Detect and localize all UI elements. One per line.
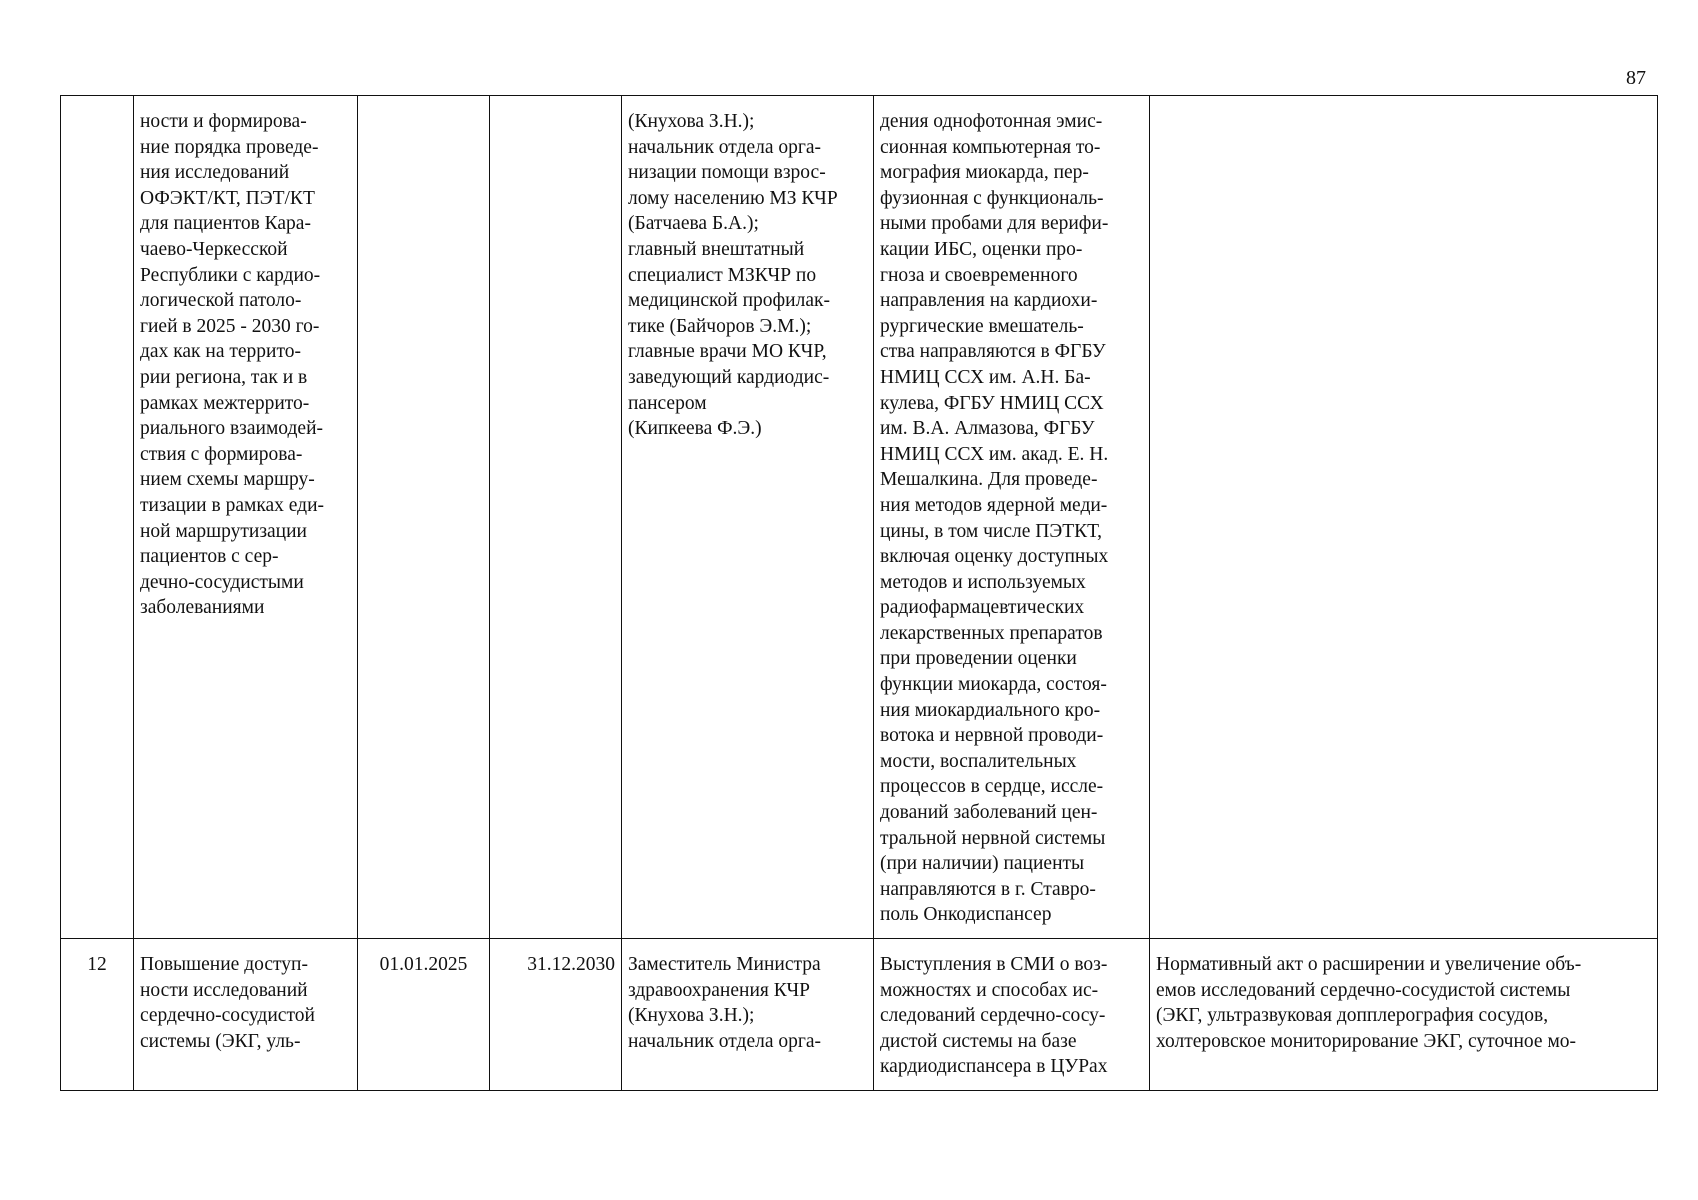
cell-text-line: дистой системы на базе (880, 1030, 1077, 1052)
cell-text-line: цины, в том числе ПЭТКТ, (880, 520, 1102, 542)
cell-text-line: методов и используемых (880, 571, 1086, 593)
cell-text-line: мости, воспалительных (880, 750, 1077, 772)
cell-text-line: Повышение доступ- (140, 954, 308, 975)
cell-text-line: лекарственных препаратов (880, 622, 1103, 644)
cell-text-line: специалист МЗКЧР по (628, 264, 817, 286)
cell-text-line: ния миокардиального кро- (880, 699, 1101, 721)
cell-text-line: Мешалкина. Для проведе- (880, 469, 1098, 491)
measure-name-cell (134, 96, 358, 939)
cell-text-line: кардиодиспансера в ЦУРах (880, 1056, 1108, 1078)
cell-text-line: рургические вмешатель- (880, 315, 1084, 337)
start-date-cell (358, 96, 490, 939)
cell-text-line: логической патоло- (140, 290, 302, 312)
cell-text-line: здравоохранения КЧР (628, 979, 810, 1001)
cell-text-line: (Кнухова З.Н.); (628, 111, 755, 132)
responsible-cell (622, 96, 874, 939)
responsible-cell (622, 939, 874, 1091)
cell-text-line: пациентов с сер- (140, 546, 279, 568)
result-cell (1150, 939, 1658, 1091)
cell-text-line: следований сердечно-сосу- (880, 1005, 1106, 1027)
measures-table (60, 95, 1658, 1091)
result-cell (1150, 96, 1658, 939)
cell-text-line: рии региона, так и в (140, 366, 308, 388)
cell-text-line: (Кнухова З.Н.); (628, 1005, 755, 1027)
cell-text-line: дований заболеваний цен- (880, 802, 1098, 824)
cell-text-line: сионная компьютерная то- (880, 136, 1101, 158)
cell-text-line: гией в 2025 - 2030 го- (140, 315, 320, 337)
cell-text-line: ОФЭКТ/КТ, ПЭТ/КТ (140, 187, 315, 209)
cell-text-line: НМИЦ ССХ им. А.Н. Ба- (880, 366, 1091, 388)
start-date-cell: 01.01.2025 (358, 939, 490, 1091)
cell-text-line: рамках межтеррито- (140, 392, 310, 414)
cell-text-line: (ЭКГ, ультразвуковая допплерография сосудов, (1156, 1005, 1549, 1027)
cell-text-line: начальник отдела орга- (628, 136, 822, 158)
cell-text-line: функции миокарда, состоя- (880, 674, 1107, 696)
cell-text-line: сердечно-сосудистой (140, 1005, 315, 1027)
cell-text-line: ния методов ядерной меди- (880, 494, 1108, 516)
cell-text-line: (Батчаева Б.А.); (628, 213, 759, 235)
characteristic-cell (874, 96, 1150, 939)
cell-text-line: (Кипкеева Ф.Э.) (628, 418, 762, 440)
cell-text-line: Выступления в СМИ о воз- (880, 954, 1108, 975)
cell-text-line: кулева, ФГБУ НМИЦ ССХ (880, 392, 1104, 414)
table-row (61, 96, 1658, 939)
cell-text-line: вотока и нервной проводи- (880, 725, 1104, 747)
cell-text-line: начальник отдела орга- (628, 1030, 822, 1052)
cell-text-line: направления на кардиохи- (880, 290, 1098, 312)
cell-text-line: для пациентов Кара- (140, 213, 311, 235)
cell-text-line: ние порядка проведе- (140, 136, 319, 158)
cell-text-line: холтеровское мониторирование ЭКГ, суточное мо- (1156, 1030, 1577, 1052)
cell-text-line: радиофармацевтических (880, 597, 1085, 619)
cell-text-line: ства направляются в ФГБУ (880, 341, 1106, 363)
cell-text-line: дах как на террито- (140, 341, 301, 363)
cell-text-line: при проведении оценки (880, 648, 1077, 670)
cell-text-line: дечно-сосудистыми (140, 571, 304, 593)
cell-text-line: ния исследований (140, 162, 290, 184)
cell-text-line: фузионная с функциональ- (880, 187, 1104, 209)
characteristic-cell (874, 939, 1150, 1091)
cell-text-line: Республики с кардио- (140, 264, 321, 286)
page-number: 87 (1626, 67, 1646, 89)
cell-text-line: низации помощи взрос- (628, 162, 826, 184)
cell-text-line: (при наличии) пациенты (880, 853, 1085, 875)
cell-text-line: включая оценку доступных (880, 546, 1109, 568)
cell-text-line: гноза и своевременного (880, 264, 1078, 286)
measure-name-cell (134, 939, 358, 1091)
row-number-cell (61, 96, 134, 939)
cell-text-line: нием схемы маршру- (140, 469, 315, 491)
cell-text-line: чаево-Черкесской (140, 238, 288, 260)
cell-text-line: тизации в рамках еди- (140, 494, 325, 516)
cell-text-line: ности исследований (140, 979, 308, 1001)
row-number-cell: 12 (61, 939, 134, 1091)
cell-text-line: тральной нервной системы (880, 827, 1106, 849)
cell-text-line: НМИЦ ССХ им. акад. Е. Н. (880, 443, 1109, 465)
cell-text-line: можностях и способах ис- (880, 979, 1099, 1001)
cell-text-line: тике (Байчоров Э.М.); (628, 315, 812, 337)
end-date-cell: 31.12.2030 (490, 939, 622, 1091)
cell-text-line: заболеваниями (140, 597, 265, 619)
cell-text-line: пансером (628, 392, 707, 414)
cell-text-line: ности и формирова- (140, 111, 307, 132)
cell-text-line: заведующий кардиодис- (628, 366, 830, 388)
cell-text-line: Заместитель Министра (628, 954, 821, 975)
cell-text-line: емов исследований сердечно-сосудистой системы (1156, 979, 1571, 1001)
end-date-cell (490, 96, 622, 939)
cell-text-line: мография миокарда, пер- (880, 162, 1089, 184)
table-row (61, 939, 1658, 1091)
cell-text-line: главный внештатный (628, 238, 805, 260)
cell-text-line: кации ИБС, оценки про- (880, 238, 1083, 260)
cell-text-line: ствия с формирова- (140, 443, 303, 465)
cell-text-line: главные врачи МО КЧР, (628, 341, 827, 363)
cell-text-line: Нормативный акт о расширении и увеличение объ- (1156, 954, 1582, 975)
cell-text-line: ными пробами для верифи- (880, 213, 1109, 235)
cell-text-line: направляются в г. Ставро- (880, 878, 1096, 900)
cell-text-line: системы (ЭКГ, уль- (140, 1030, 301, 1052)
cell-text-line: дения однофотонная эмис- (880, 111, 1103, 132)
cell-text-line: поль Онкодиспансер (880, 904, 1052, 926)
cell-text-line: ной маршрутизации (140, 520, 307, 542)
cell-text-line: медицинской профилак- (628, 290, 830, 312)
cell-text-line: процессов в сердце, иссле- (880, 776, 1104, 798)
cell-text-line: им. В.А. Алмазова, ФГБУ (880, 418, 1095, 440)
cell-text-line: лому населению МЗ КЧР (628, 187, 838, 209)
cell-text-line: риального взаимодей- (140, 418, 323, 440)
